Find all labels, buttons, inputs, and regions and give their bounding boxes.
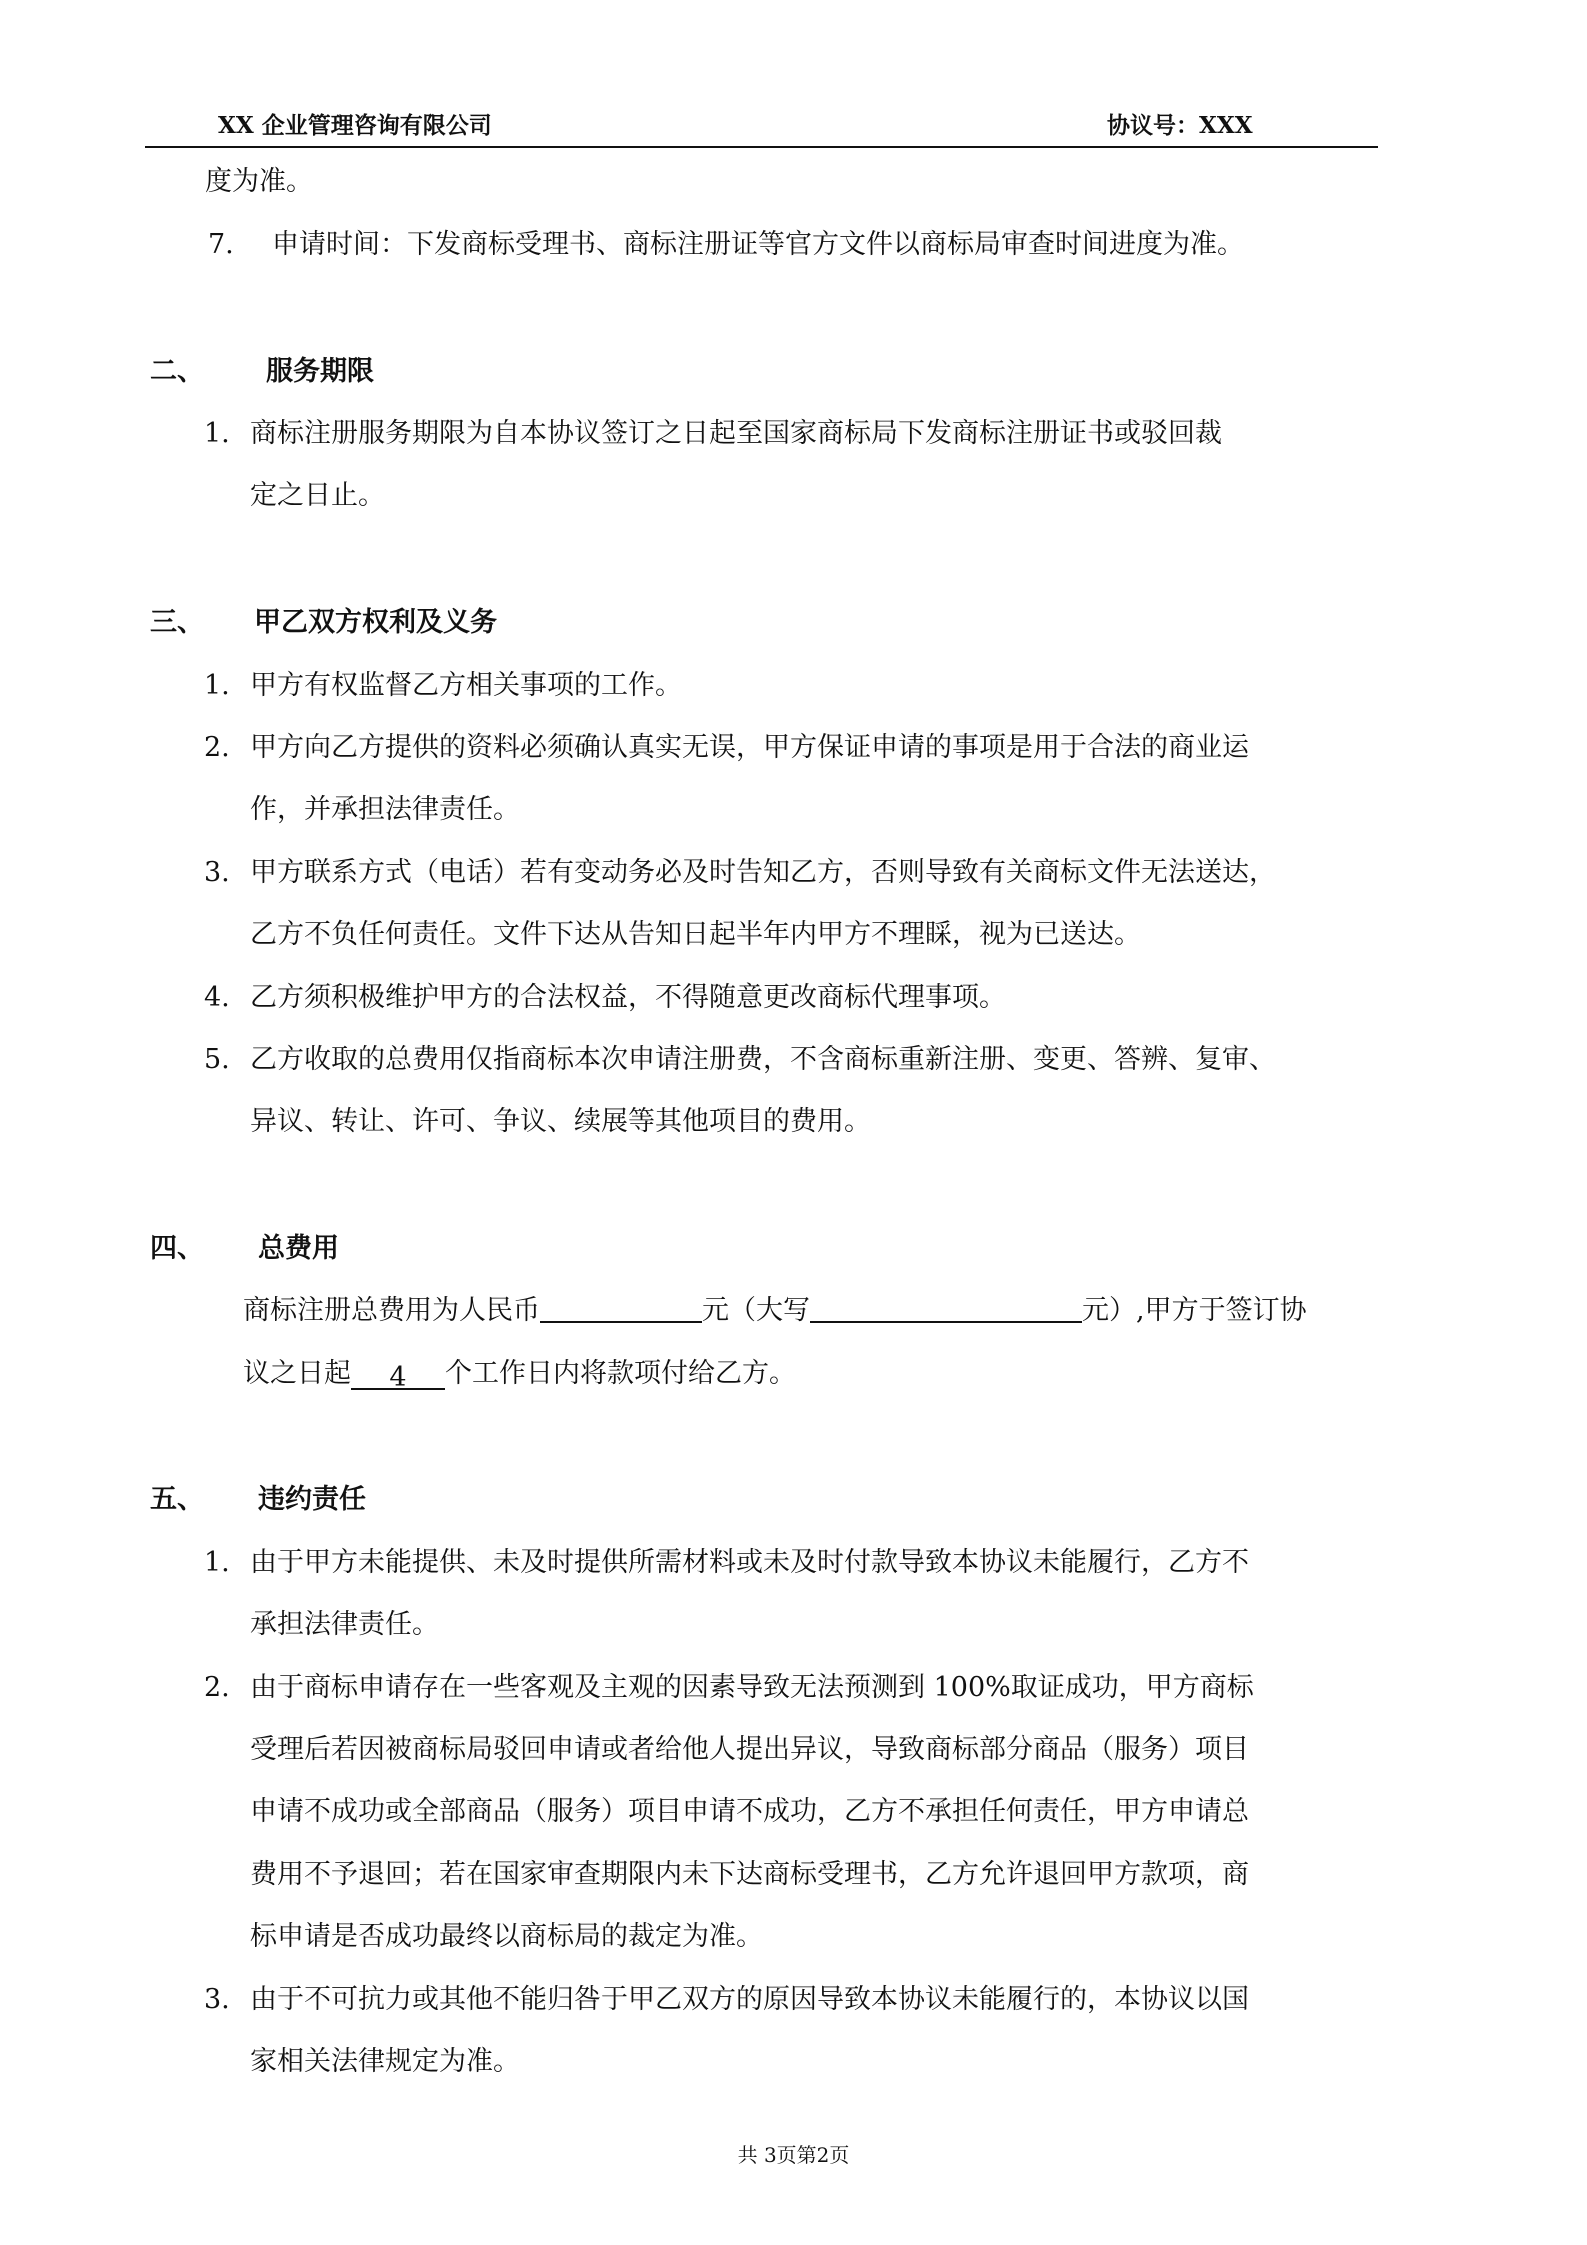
item-text: 申请不成功或全部商品（服务）项目申请不成功，乙方不承担任何责任，甲方申请总 [250,1796,1249,1827]
section-number: 四、 [150,1233,204,1264]
section-title: 甲乙双方权利及义务 [254,607,497,638]
item-text: 乙方收取的总费用仅指商标本次申请注册费，不含商标重新注册、变更、答辨、复审、 [250,1044,1276,1075]
amount-blank[interactable] [540,1293,702,1323]
item-number: 5. [204,1044,230,1075]
item-number: 2. [204,1672,230,1703]
item-text: 定之日止。 [250,480,385,511]
continuation-text: 度为准。 [205,166,313,197]
item-number: 1. [204,670,230,701]
item-text: 甲方向乙方提供的资料必须确认真实无误，甲方保证申请的事项是用于合法的商业运 [250,732,1249,763]
fee-line [243,1293,1307,1329]
item-text: 商标注册服务期限为自本协议签订之日起至国家商标局下发商标注册证书或驳回裁 [250,418,1222,449]
section-number: 三、 [150,607,204,638]
company-name: XX 企业管理咨询有限公司 [218,112,492,139]
fee-text: 元（大写 [702,1295,810,1326]
item-number: 3. [204,1984,230,2015]
section-title: 违约责任 [258,1484,366,1515]
section-title: 服务期限 [266,356,374,387]
item-text: 由于甲方未能提供、未及时提供所需材料或未及时付款导致本协议未能履行，乙方不 [250,1547,1249,1578]
item-number: 7. [208,229,234,260]
item-text: 异议、转让、许可、争议、续展等其他项目的费用。 [250,1106,871,1137]
days-field[interactable]: 4 [351,1360,445,1390]
item-text: 甲方联系方式（电话）若有变动务必及时告知乙方，否则导致有关商标文件无法送达， [250,857,1276,888]
amount-in-words-blank[interactable] [810,1293,1082,1323]
item-number: 2. [204,732,230,763]
item-number: 4. [204,982,230,1013]
item-number: 3. [204,857,230,888]
item-text: 由于不可抗力或其他不能归咎于甲乙双方的原因导致本协议未能履行的，本协议以国 [250,1984,1249,2015]
item-text: 甲方有权监督乙方相关事项的工作。 [250,670,682,701]
section-number: 五、 [150,1484,204,1515]
item-text: 乙方不负任何责任。文件下达从告知日起半年内甲方不理睬，视为已送达。 [250,919,1141,950]
fee-line [243,1356,796,1392]
fee-text: 议之日起 [243,1358,351,1389]
item-text: 申请时间：下发商标受理书、商标注册证等官方文件以商标局审查时间进度为准。 [272,229,1244,260]
item-text: 标申请是否成功最终以商标局的裁定为准。 [250,1921,763,1952]
page-footer: 共 3页第2页 [737,2143,850,2167]
item-text: 承担法律责任。 [250,1609,439,1640]
item-text: 由于商标申请存在一些客观及主观的因素导致无法预测到 100%取证成功，甲方商标 [250,1672,1254,1703]
fee-text: 元）,甲方于签订协 [1082,1295,1307,1326]
section-number: 二、 [150,356,204,387]
item-text: 家相关法律规定为准。 [250,2046,520,2077]
agreement-number: 协议号：XXX [1107,112,1253,139]
fee-text: 商标注册总费用为人民币 [243,1295,540,1326]
item-text: 作，并承担法律责任。 [250,794,520,825]
item-text: 受理后若因被商标局驳回申请或者给他人提出异议，导致商标部分商品（服务）项目 [250,1734,1249,1765]
item-number: 1. [204,1547,230,1578]
fee-text: 个工作日内将款项付给乙方。 [445,1358,796,1389]
item-number: 1. [204,418,230,449]
item-text: 乙方须积极维护甲方的合法权益，不得随意更改商标代理事项。 [250,982,1006,1013]
header-rule [145,146,1378,148]
section-title: 总费用 [258,1233,339,1264]
item-text: 费用不予退回；若在国家审查期限内未下达商标受理书，乙方允许退回甲方款项，商 [250,1859,1249,1890]
